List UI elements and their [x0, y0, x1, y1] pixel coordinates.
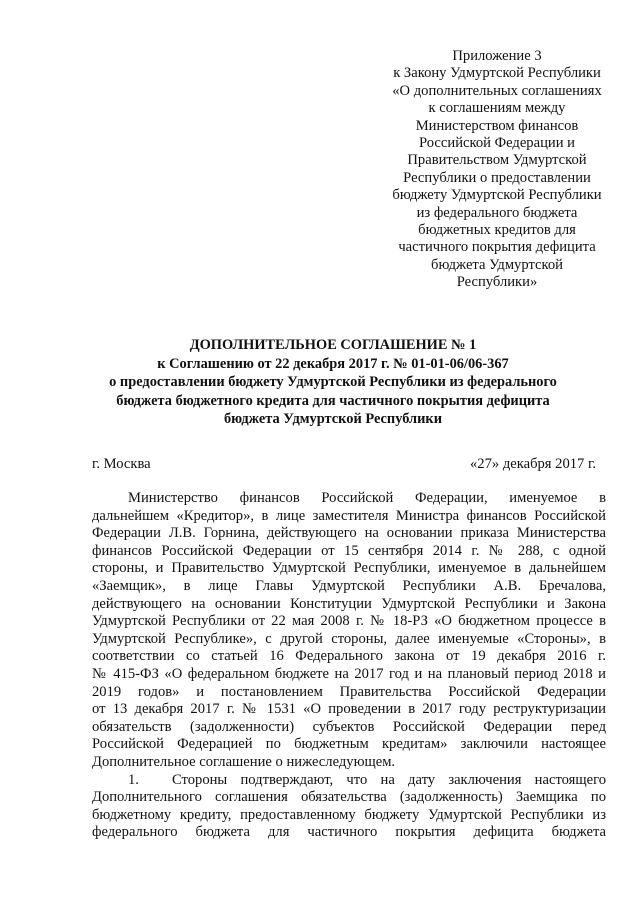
appendix-line: Республики»: [456, 274, 538, 291]
appendix-line: из федерального бюджета: [416, 204, 578, 221]
place-of-signing: г. Москва: [92, 456, 151, 472]
title-line: бюджета бюджетного кредита для частичного покрытия дефицита: [116, 392, 550, 409]
clause-text: Стороны подтверждают, что на дату заключения настоящего: [172, 771, 606, 788]
clause-line: бюджетному кредиту, предоставленному бюджету Удмуртской Республики из: [92, 806, 606, 823]
appendix-line: к Закону Удмуртской Республики: [393, 65, 601, 82]
preamble-line: от 13 декабря 2017 г. № 1531 «О проведении в 2017 году реструктуризации: [92, 701, 606, 718]
clause-line: Дополнительного соглашения обязательства (задолженность) Заемщика по: [92, 789, 606, 806]
preamble-line: дальнейшем «Кредитор», в лице заместителя Министра финансов Российской: [92, 507, 606, 524]
document-title: [60, 336, 606, 429]
preamble-line: Российской Федерацией по бюджетным кредитам» заключили настоящее: [92, 736, 606, 753]
clause-1-first-line: [92, 772, 606, 790]
preamble-line: обязательств (задолженности) субъектов Российской Федерации перед: [92, 718, 606, 735]
preamble-line: Удмуртской Республике», с другой стороны, далее именуемые «Стороны», в: [92, 630, 606, 647]
preamble-line: Удмуртской Республики от 22 мая 2008 г. № 18-РЗ «О бюджетном процессе в: [92, 613, 606, 630]
preamble-line: Министерство финансов Российской Федерации, именуемое в: [128, 490, 606, 506]
appendix-line: частичного покрытия дефицита: [398, 239, 596, 256]
appendix-line: Приложение 3: [452, 48, 542, 64]
preamble-line: № 415-ФЗ «О федеральном бюджете на 2017 год и на плановый период 2018 и: [92, 665, 606, 682]
appendix-line: Правительством Удмуртской: [407, 152, 587, 169]
clause-line: федерального бюджета для частичного покрытия дефицита бюджета: [92, 824, 606, 841]
preamble-line: 2019 годов» и постановлением Правительства Российской Федерации: [92, 683, 606, 700]
clause-number: 1.: [128, 771, 139, 788]
appendix-line: «О дополнительных соглашениях: [392, 82, 602, 99]
title-line: бюджета Удмуртской Республики: [223, 411, 443, 428]
preamble-line: «Заемщик», в лице Главы Удмуртской Республики А.В. Бречалова,: [92, 577, 606, 594]
title-line: о предоставлении бюджету Удмуртской Республики из федерального: [109, 374, 557, 391]
preamble-line: соответствии со статьей 16 Федерального закона от 19 декабря 2016 г.: [92, 648, 606, 665]
preamble-line: Дополнительное соглашение о нижеследующем.: [92, 753, 396, 770]
appendix-line: к соглашениям между: [428, 100, 566, 117]
preamble-line: стороны, и Правительство Удмуртской Республики, именуемое в дальнейшем: [92, 560, 606, 577]
preamble-line: финансов Российской Федерации от 15 сентября 2014 г. № 288, с одной: [92, 542, 606, 559]
appendix-line: бюджетных кредитов для: [418, 222, 576, 239]
title-line: к Соглашению от 22 декабря 2017 г. № 01-01-06/06-367: [157, 355, 509, 372]
appendix-line: Министерством финансов: [415, 117, 579, 134]
appendix-reference: [380, 48, 614, 292]
appendix-line: бюджету Удмуртской Республики: [392, 187, 602, 204]
appendix-line: Республики о предоставлении: [403, 169, 591, 186]
appendix-line: бюджета Удмуртской: [431, 256, 563, 273]
agreement-body: [92, 490, 606, 842]
agreement-date: «27» декабря 2017 г.: [470, 456, 596, 472]
title-line: ДОПОЛНИТЕЛЬНОЕ СОГЛАШЕНИЕ № 1: [189, 337, 477, 353]
preamble-line: Федерации Л.В. Горнина, действующего на основании приказа Министерства: [92, 525, 606, 542]
preamble-line: действующего на основании Конституции Удмуртской Республики и Закона: [92, 595, 606, 612]
appendix-line: Российской Федерации и: [419, 135, 575, 152]
